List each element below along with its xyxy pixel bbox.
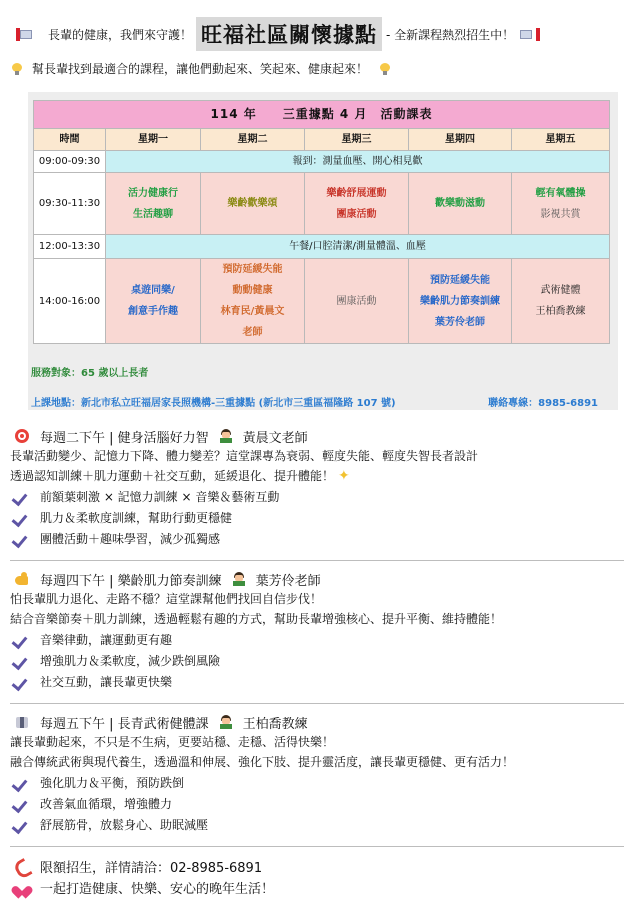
lightbulb-icon [380, 63, 390, 75]
section-description [10, 466, 625, 486]
all-week-cell: 午餐/口腔清潔/測量體溫、血壓 [106, 235, 610, 259]
list-item [10, 814, 625, 835]
footer-slogan-text: 一起打造健康、快樂、安心的晚年生活！ [40, 881, 275, 897]
footer-slogan [10, 877, 274, 897]
page-title: 旺福社區關懷據點 [196, 17, 382, 51]
divider [10, 846, 624, 847]
schedule-cell [512, 173, 610, 235]
phone-icon [14, 858, 30, 874]
cell-line: 輕有氧體操 [535, 187, 586, 199]
heart-icon [14, 880, 30, 894]
class-address: 上課地點：新北市私立旺福居家長照機構-三重據點 (新北市三重區福隆路 107 號) [31, 398, 396, 409]
table-row [34, 151, 610, 173]
teacher-icon [219, 429, 233, 443]
table-row [34, 173, 610, 235]
schedule-cell [512, 259, 610, 344]
list-item [10, 507, 625, 528]
teacher-name: 黃晨文老師 [242, 430, 308, 446]
list-item-text: 增強肌力＆柔軟度，減少跌倒風險 [40, 654, 221, 668]
cell-line: 王柏喬教練 [535, 306, 586, 317]
list-item [10, 772, 625, 793]
col-header: 星期五 [512, 129, 610, 151]
cell-line: 活力健康行 [128, 187, 178, 199]
check-icon [14, 634, 27, 645]
teacher-name: 王柏喬教練 [242, 716, 308, 732]
cell-line: 動動健康 [232, 285, 273, 296]
section-title: 每週四下午 | 樂齡肌力節奏訓練 [40, 573, 222, 589]
list-item [10, 671, 625, 692]
list-item [10, 629, 625, 650]
list-item-text: 社交互動，讓長輩更快樂 [40, 675, 173, 689]
section-heading [10, 569, 625, 589]
cell-line: 生活趣聊 [133, 208, 173, 220]
schedule-cell: 團康活動 [305, 259, 409, 344]
cell-line: 老師 [242, 327, 263, 338]
list-item [10, 486, 625, 507]
col-header: 星期三 [305, 129, 409, 151]
list-item-text: 前額葉刺激 × 記憶力訓練 × 音樂＆藝術互動 [40, 490, 280, 504]
header-left-text: 長輩的健康，我們來守護！ [48, 27, 193, 42]
check-icon [14, 655, 27, 666]
section-description: 長輩活動變少、記憶力下降、體力變差？這堂課專為衰弱、輕度失能、輕度失智長者設計 [10, 449, 479, 463]
schedule-cell [106, 259, 201, 344]
service-target: 服務對象：65 歲以上長者 [31, 368, 149, 379]
col-header: 星期四 [409, 129, 512, 151]
list-item-text: 肌力＆柔軟度訓練，幫助行動更穩健 [40, 511, 233, 525]
lightbulb-icon [12, 63, 22, 75]
header-right-text: - 全新課程熱烈招生中！ [386, 27, 515, 42]
cell-line: 武術健體 [540, 285, 581, 296]
check-icon [14, 491, 27, 502]
check-icon [14, 676, 27, 687]
list-item [10, 793, 625, 814]
cell-line: 葉芳伶老師 [435, 316, 485, 328]
col-header: 星期一 [106, 129, 201, 151]
course-section-friday [10, 712, 625, 835]
cell-line: 創意手作趣 [128, 306, 178, 317]
col-header: 星期二 [201, 129, 305, 151]
teacher-icon [232, 572, 246, 586]
schedule-title: 114 年 三重據點 4 月 活動課表 [34, 101, 610, 129]
list-item-text: 舒展筋骨，放鬆身心、助眠減壓 [40, 818, 209, 832]
flag-icon [520, 28, 540, 41]
section-description: 結合音樂節奏＋肌力訓練，透過輕鬆有趣的方式，幫助長輩增強核心、提升平衡、維持體能！ [10, 612, 503, 626]
teacher-icon [219, 715, 233, 729]
section-description: 融合傳統武術與現代養生，透過溫和伸展、強化下肢、提升靈活度，讓長輩更穩健、更有活力！ [10, 755, 515, 769]
table-row [34, 235, 610, 259]
schedule-cell [201, 259, 305, 344]
description-text: 透過認知訓練＋肌力運動＋社交互動，延緩退化、提升體能！ [10, 469, 335, 483]
all-week-cell: 報到：測量血壓、開心相見歡 [106, 151, 610, 173]
footer-phone [10, 856, 262, 876]
list-item-text: 改善氣血循環，增強體力 [40, 797, 173, 811]
dart-icon [14, 428, 30, 444]
section-title: 每週五下午 | 長青武術健體課 [40, 716, 209, 732]
divider [10, 703, 624, 704]
cell-line: 團康活動 [336, 208, 377, 220]
list-item [10, 650, 625, 671]
check-icon [14, 798, 27, 809]
time-cell: 12:00-13:30 [34, 235, 106, 259]
cell-line: 樂齡肌力節奏訓練 [420, 295, 500, 307]
cell-line: 林育民/黃晨文 [220, 306, 285, 317]
col-header: 時間 [34, 129, 106, 151]
schedule-cell [305, 173, 409, 235]
page-header [10, 16, 625, 52]
time-cell: 14:00-16:00 [34, 259, 106, 344]
contact-hotline: 聯絡專線：8985-6891 [488, 398, 598, 409]
divider [10, 560, 624, 561]
section-title: 每週二下午 | 健身活腦好力智 [40, 430, 209, 446]
list-item-text: 音樂律動，讓運動更有趣 [40, 633, 173, 647]
time-cell: 09:30-11:30 [34, 173, 106, 235]
flag-icon [16, 28, 36, 41]
section-description: 怕長輩肌力退化、走路不穩？這堂課幫他們找回自信步伐！ [10, 592, 323, 606]
list-item-text: 強化肌力＆平衡，預防跌倒 [40, 776, 185, 790]
check-icon [14, 819, 27, 830]
teacher-name: 葉芳伶老師 [255, 573, 321, 589]
subtitle [12, 60, 390, 77]
schedule-header-row [34, 129, 610, 151]
cell-line: 預防延緩失能 [222, 264, 283, 275]
cell-line: 樂齡舒展運動 [326, 187, 387, 199]
martial-arts-uniform-icon [14, 714, 30, 730]
schedule-cell: 樂齡歡樂頌 [201, 173, 305, 235]
check-icon [14, 512, 27, 523]
schedule-table [33, 100, 610, 344]
muscle-icon [14, 571, 30, 587]
section-description: 讓長輩動起來，不只是不生病，更要站穩、走穩、活得快樂！ [10, 735, 335, 749]
cell-line: 影視共賞 [540, 208, 581, 220]
schedule-panel [28, 92, 618, 410]
cell-line: 桌遊同樂/ [131, 285, 175, 296]
course-section-tuesday [10, 426, 625, 549]
schedule-cell [409, 259, 512, 344]
course-section-thursday [10, 569, 625, 692]
sparkle-icon [338, 469, 352, 483]
section-heading [10, 426, 625, 446]
section-heading [10, 712, 625, 732]
schedule-cell [106, 173, 201, 235]
list-item-text: 團體活動＋趣味學習，減少孤獨感 [40, 532, 221, 546]
subtitle-text: 幫長輩找到最適合的課程，讓他們動起來、笑起來、健康起來！ [32, 62, 369, 76]
check-icon [14, 533, 27, 544]
table-row [34, 259, 610, 344]
list-item [10, 528, 625, 549]
schedule-cell: 歡樂動滋動 [409, 173, 512, 235]
time-cell: 09:00-09:30 [34, 151, 106, 173]
check-icon [14, 777, 27, 788]
footer-phone-text: 限額招生，詳情請洽：02-8985-6891 [40, 860, 263, 876]
cell-line: 預防延緩失能 [430, 274, 490, 286]
